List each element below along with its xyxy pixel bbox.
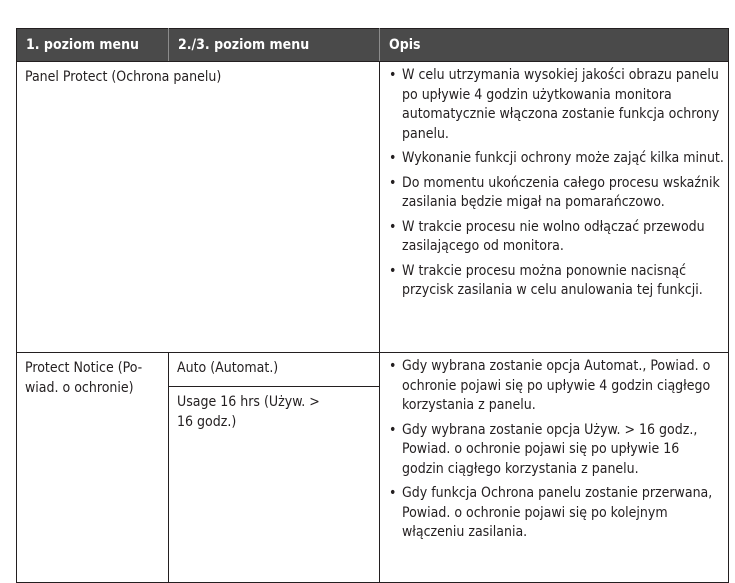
- menu-table: [16, 28, 729, 583]
- submenu-cell: [169, 353, 380, 583]
- header-level2-3: 2./3. poziom menu: [169, 29, 380, 62]
- list-item: • Wykonanie funkcji ochrony może zająć kilka minut.: [402, 149, 724, 169]
- menu-item-protect-notice: [17, 353, 169, 583]
- header-description: Opis: [380, 29, 729, 62]
- list-item: • Gdy wybrana zostanie opcja Automat., Powiad. o ochronie pojawi się po upływie 4 godzin ciągłego korzystania z panelu.: [402, 357, 724, 416]
- list-item: • W trakcie procesu można ponownie nacisnąć przycisk zasilania w celu anulowania tej funkcji.: [402, 262, 724, 301]
- description-cell: [380, 353, 729, 583]
- list-item: • Do momentu ukończenia całego procesu wskaźnik zasilania będzie migał na pomarańczowo.: [402, 174, 724, 213]
- description-cell: [380, 62, 729, 353]
- list-item: • Gdy wybrana zostanie opcja Używ. > 16 godz., Powiad. o ochronie pojawi się po upływie 16 godzin ciągłego korzystania z panelu.: [402, 421, 724, 480]
- protect-notice-label: Protect Notice (Po- wiad. o ochronie): [25, 360, 143, 396]
- list-item: • W trakcie procesu nie wolno odłączać przewodu zasilającego od monitora.: [402, 218, 724, 257]
- list-item: • Gdy funkcja Ochrona panelu zostanie przerwana, Powiad. o ochronie pojawi się po kolejnym włączeniu zasilania.: [402, 484, 724, 543]
- description-list: [380, 62, 728, 301]
- description-list: [380, 353, 728, 543]
- submenu-item-auto: Auto (Automat.): [177, 360, 279, 376]
- table-header-row: [17, 29, 729, 62]
- table-row-panel-protect: [17, 62, 729, 353]
- menu-item-panel-protect: Panel Protect (Ochrona panelu): [17, 62, 380, 353]
- list-item: • W celu utrzymania wysokiej jakości obrazu panelu po upływie 4 godzin użytkowania monitora automatycznie włączona zostanie funkcja ochrony panelu.: [402, 66, 724, 144]
- table-row-protect-notice: [17, 353, 729, 583]
- submenu-item-usage-16h: Usage 16 hrs (Używ. > 16 godz.): [169, 386, 379, 432]
- header-level1: 1. poziom menu: [17, 29, 169, 62]
